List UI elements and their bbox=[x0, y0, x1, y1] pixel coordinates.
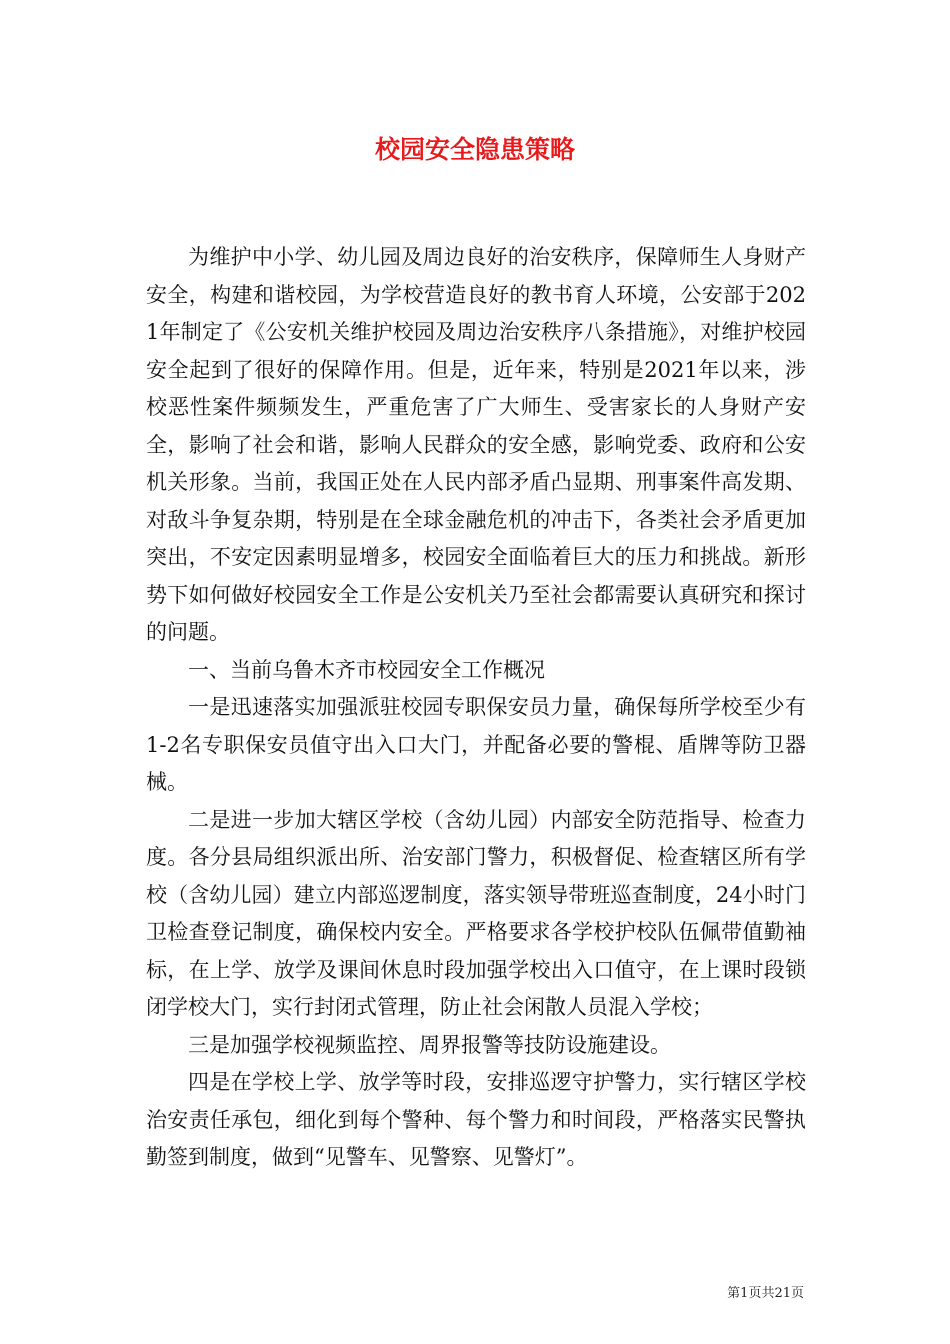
page-number-footer: 第1页共21页 bbox=[727, 1286, 804, 1301]
document-title: 校园安全隐患策略 bbox=[374, 135, 575, 164]
intro-paragraph: 为维护中小学、幼儿园及周边良好的治安秩序，保障师生人身财产安全，构建和谐校园，为学校营造良好的教书育人环境，公安部于2021年制定了《公安机关维护校园及周边治安秩序八条措施》，对维护校园安全起到了很好的保障作用。但是，近年来，特别是2021年以来，涉校恶性案件频频发生，严重危害了广大师生、受害家长的人身财产安全，影响了社会和谐，影响人民群众的安全感，影响党委、政府和公安机关形象。当前，我国正处在人民内部矛盾凸显期、刑事案件高发期、对敌斗争复杂期，特别是在全球金融危机的冲击下，各类社会矛盾更加突出，不安定因素明显增多，校园安全面临着巨大的压力和挑战。新形势下如何做好校园安全工作是公安机关乃至社会都需要认真研究和探讨的问题。 bbox=[146, 245, 806, 644]
body-paragraph: 一是迅速落实加强派驻校园专职保安员力量，确保每所学校至少有1-2名专职保安员值守出入口大门，并配备必要的警棍、盾牌等防卫器械。 bbox=[146, 695, 806, 794]
body-paragraph: 四是在学校上学、放学等时段，安排巡逻守护警力，实行辖区学校治安责任承包，细化到每个警种、每个警力和时间段，严格落实民警执勤签到制度，做到“见警车、见警察、见警灯”。 bbox=[146, 1070, 806, 1169]
section-heading: 一、当前乌鲁木齐市校园安全工作概况 bbox=[188, 657, 545, 682]
body-paragraph: 三是加强学校视频监控、周界报警等技防设施建设。 bbox=[188, 1032, 671, 1057]
document-body bbox=[146, 239, 806, 1177]
body-paragraph: 二是进一步加大辖区学校（含幼儿园）内部安全防范指导、检查力度。各分县局组织派出所、治安部门警力，积极督促、检查辖区所有学校（含幼儿园）建立内部巡逻制度，落实领导带班巡查制度，24小时门卫检查登记制度，确保校内安全。严格要求各学校护校队伍佩带值勤袖标，在上学、放学及课间休息时段加强学校出入口值守，在上课时段锁闭学校大门，实行封闭式管理，防止社会闲散人员混入学校； bbox=[146, 807, 806, 1019]
